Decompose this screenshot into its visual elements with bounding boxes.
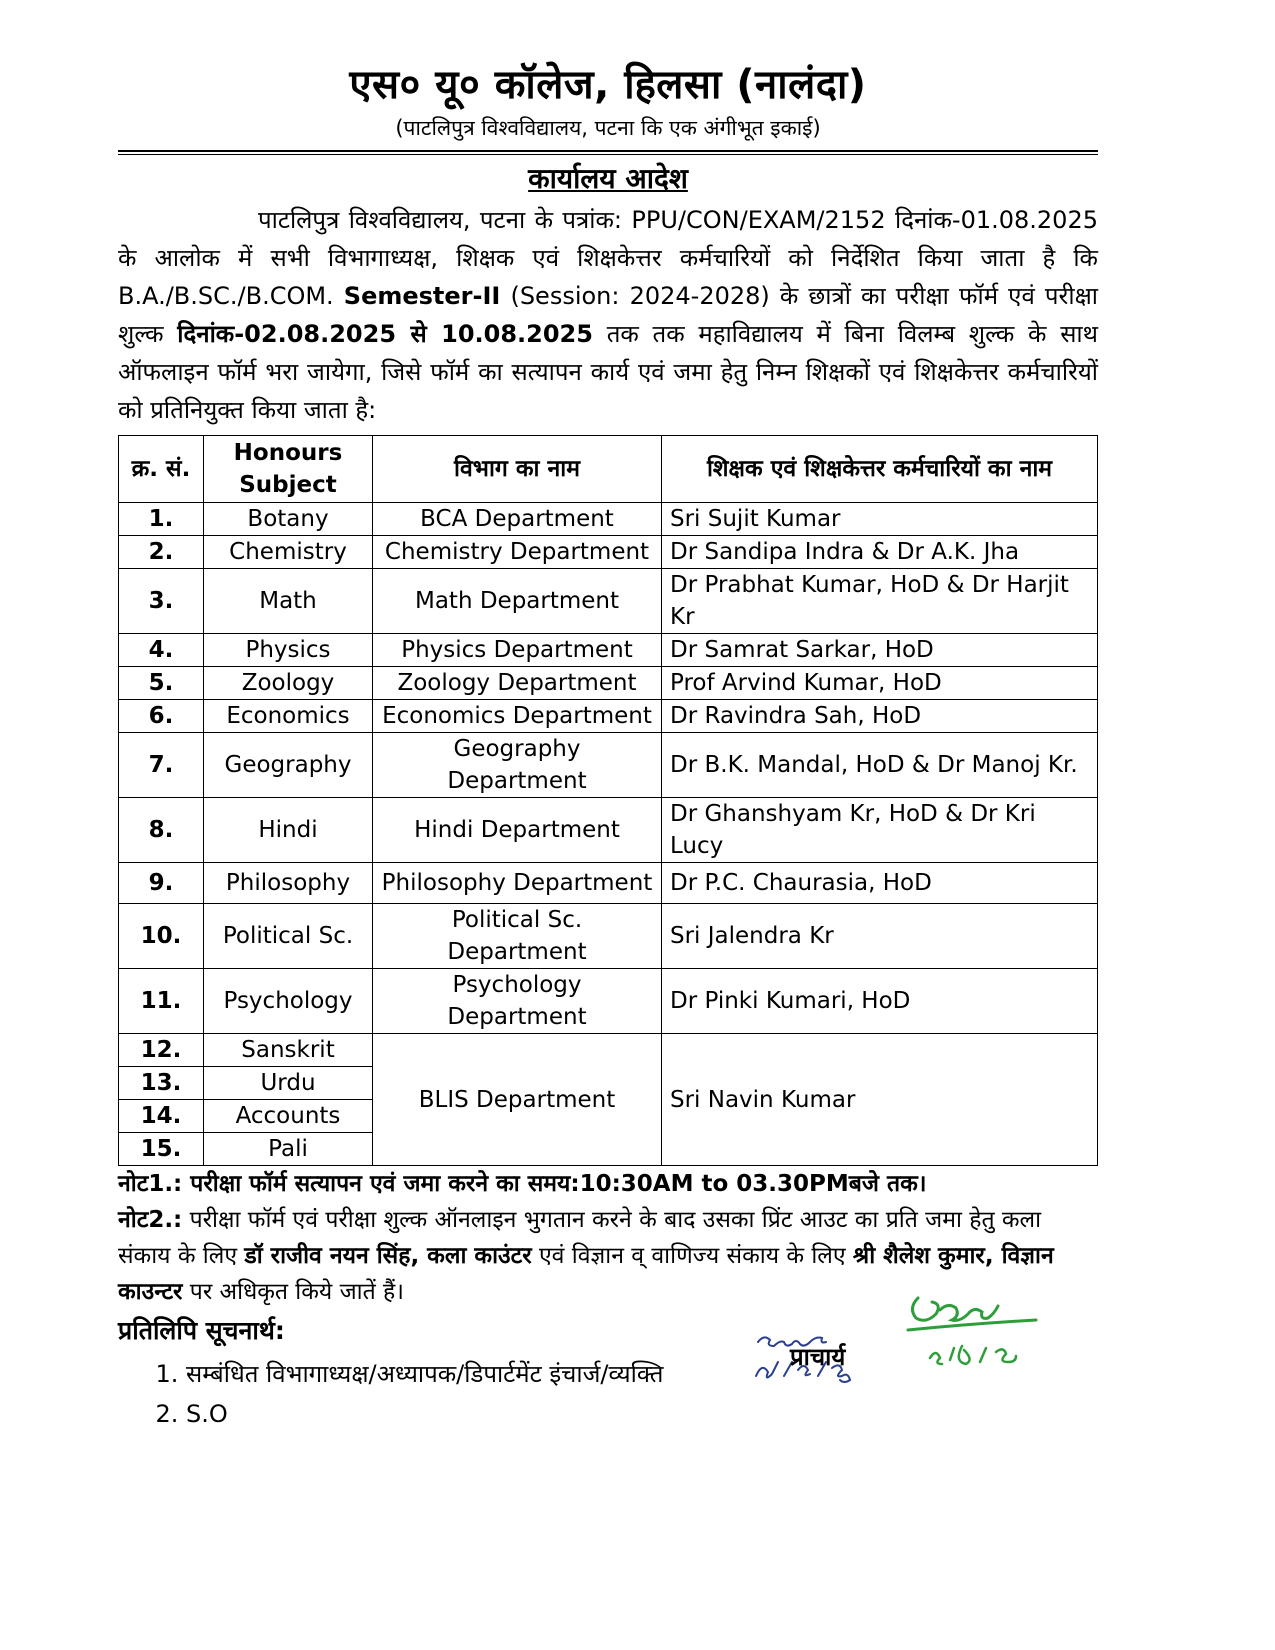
staff-cell: Dr Ghanshyam Kr, HoD & Dr Kri Lucy	[662, 798, 1098, 863]
semester-text: Semester-II	[343, 282, 501, 311]
note-1-text: परीक्षा फॉर्म सत्यापन एवं जमा करने का समय:10:30AM to 03.30PMबजे तक।	[182, 1171, 927, 1198]
table-row	[119, 700, 1098, 733]
serial-cell: 1.	[119, 503, 204, 536]
department-cell: Math Department	[373, 569, 662, 634]
serial-cell: 7.	[119, 733, 204, 798]
order-text-part3: तक तक महाविद्यालय में बिना विलम्ब शुल्क के साथ ऑफलाइन फॉर्म भरा जायेगा, जिसे फॉर्म का सत्यापन कार्य एवं जमा हेतु निम्न शिक्षकों एवं शिक्षकेत्तर कर्मचारियों को प्रतिनियुक्त किया जाता है:	[118, 320, 1098, 425]
department-cell: Psychology Department	[373, 969, 662, 1034]
department-cell: BCA Department	[373, 503, 662, 536]
subject-cell: Philosophy	[204, 863, 373, 904]
subject-cell: Hindi	[204, 798, 373, 863]
department-cell: Political Sc. Department	[373, 904, 662, 969]
serial-cell: 2.	[119, 536, 204, 569]
order-paragraph	[118, 201, 1098, 429]
table-row	[119, 863, 1098, 904]
table-row	[119, 503, 1098, 536]
department-cell: Physics Department	[373, 634, 662, 667]
serial-cell: 14.	[119, 1100, 204, 1133]
subject-cell: Psychology	[204, 969, 373, 1034]
list-item: 1. सम्बंधित विभागाध्यक्ष/अध्यापक/डिपार्टमेंट इंचार्ज/व्यक्ति	[186, 1354, 1098, 1394]
serial-cell: 9.	[119, 863, 204, 904]
arts-counter-name: डॉ राजीव नयन सिंह, कला काउंटर	[244, 1243, 532, 1270]
department-cell: Hindi Department	[373, 798, 662, 863]
serial-cell: 6.	[119, 700, 204, 733]
principal-signature-icon	[908, 1298, 1036, 1364]
order-text-part1: पाटलिपुत्र विश्वविद्यालय, पटना के पत्रांक: PPU/CON/EXAM/2152 दिनांक-01.08.2025 के आलोक में सभी विभागाध्यक्ष, शिक्षक एवं शिक्षकेत्तर कर्मचारियों को निर्देशित किया जाता है कि B.A./B.SC./B.COM.	[118, 206, 1098, 311]
subject-cell: Math	[204, 569, 373, 634]
department-cell: Zoology Department	[373, 667, 662, 700]
subject-cell: Geography	[204, 733, 373, 798]
department-cell: Chemistry Department	[373, 536, 662, 569]
table-row	[119, 798, 1098, 863]
staff-cell: Dr Prabhat Kumar, HoD & Dr Harjit Kr	[662, 569, 1098, 634]
serial-cell: 15.	[119, 1133, 204, 1166]
subject-cell: Physics	[204, 634, 373, 667]
subject-cell: Economics	[204, 700, 373, 733]
department-cell: Geography Department	[373, 733, 662, 798]
principal-title: प्राचार्य	[790, 1343, 846, 1371]
table-row	[119, 969, 1098, 1034]
table-row	[119, 1034, 1098, 1067]
note-1-label: नोट1.:	[118, 1171, 183, 1198]
serial-cell: 10.	[119, 904, 204, 969]
subject-cell: Sanskrit	[204, 1034, 373, 1067]
note-2-text-a: परीक्षा फॉर्म एवं परीक्षा शुल्क ऑनलाइन भुगतान करने के बाद उसका प्रिंट आउट का प्रति जमा हेतु कला संकाय के लिए	[118, 1207, 1042, 1270]
staff-cell: Dr Pinki Kumari, HoD	[662, 969, 1098, 1034]
staff-cell: Dr P.C. Chaurasia, HoD	[662, 863, 1098, 904]
department-cell: Economics Department	[373, 700, 662, 733]
college-name: एस० यू० कॉलेज, हिलसा (नालंदा)	[349, 62, 867, 108]
subject-cell: Chemistry	[204, 536, 373, 569]
staff-cell: Sri Sujit Kumar	[662, 503, 1098, 536]
department-cell: Philosophy Department	[373, 863, 662, 904]
subject-cell: Zoology	[204, 667, 373, 700]
order-title: कार्यालय आदेश	[528, 162, 688, 195]
table-row	[119, 634, 1098, 667]
subject-cell: Pali	[204, 1133, 373, 1166]
table-row	[119, 733, 1098, 798]
subject-cell: Botany	[204, 503, 373, 536]
staff-cell: Dr Ravindra Sah, HoD	[662, 700, 1098, 733]
serial-cell: 3.	[119, 569, 204, 634]
table-header-row	[119, 436, 1098, 503]
document-page	[118, 60, 1098, 1434]
staff-cell: Dr B.K. Mandal, HoD & Dr Manoj Kr.	[662, 733, 1098, 798]
serial-cell: 13.	[119, 1067, 204, 1100]
table-row	[119, 536, 1098, 569]
staff-cell: Sri Navin Kumar	[662, 1034, 1098, 1166]
serial-cell: 4.	[119, 634, 204, 667]
list-item: 2. S.O	[186, 1394, 1098, 1434]
note-2-text-e: पर अधिकृत किये जातें हैं।	[182, 1279, 404, 1306]
header-serial: क्र. सं.	[119, 436, 204, 503]
table-row	[119, 667, 1098, 700]
staff-cell: Dr Sandipa Indra & Dr A.K. Jha	[662, 536, 1098, 569]
deputation-table	[118, 435, 1098, 1166]
serial-cell: 5.	[119, 667, 204, 700]
affiliation-line: (पाटलिपुत्र विश्वविद्यालय, पटना कि एक अंगीभूत इकाई)	[395, 116, 821, 140]
subject-cell: Accounts	[204, 1100, 373, 1133]
serial-cell: 12.	[119, 1034, 204, 1067]
table-row	[119, 569, 1098, 634]
serial-cell: 8.	[119, 798, 204, 863]
staff-cell: Sri Jalendra Kr	[662, 904, 1098, 969]
header-subject: Honours Subject	[204, 436, 373, 503]
subject-cell: Political Sc.	[204, 904, 373, 969]
header-divider	[118, 150, 1098, 155]
order-text-part2: (Session: 2024-2028) के छात्रों का परीक्षा फॉर्म एवं परीक्षा शुल्क	[118, 282, 1098, 349]
header-staff-names: शिक्षक एवं शिक्षकेत्तर कर्मचारियों का नाम	[662, 436, 1098, 503]
table-row	[119, 904, 1098, 969]
staff-cell: Prof Arvind Kumar, HoD	[662, 667, 1098, 700]
header-department: विभाग का नाम	[373, 436, 662, 503]
note-2-label: नोट2.:	[118, 1207, 183, 1234]
note-2-text-c: एवं विज्ञान व् वाणिज्य संकाय के लिए	[531, 1243, 853, 1270]
note-1	[118, 1166, 1098, 1202]
science-counter-name: श्री शैलेश कुमार, विज्ञान काउन्टर	[118, 1243, 1054, 1306]
date-range-text: दिनांक-02.08.2025 से 10.08.2025	[177, 320, 593, 349]
copy-to-title: प्रतिलिपि सूचनार्थ:	[118, 1316, 285, 1346]
staff-cell: Dr Samrat Sarkar, HoD	[662, 634, 1098, 667]
department-cell: BLIS Department	[373, 1034, 662, 1166]
subject-cell: Urdu	[204, 1067, 373, 1100]
serial-cell: 11.	[119, 969, 204, 1034]
